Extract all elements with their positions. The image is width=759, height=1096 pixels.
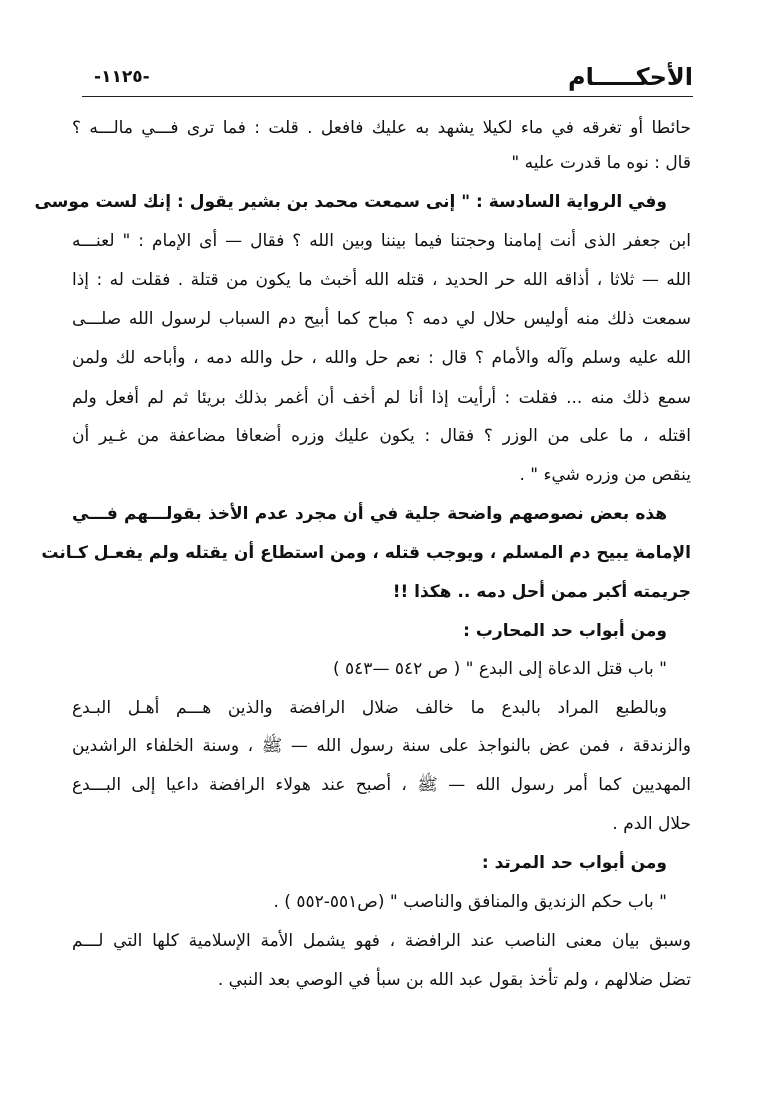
text-line: سمعت ذلك منه أوليس حلال لي دمه ؟ مباح كما أبيح دم السباب لرسول الله صلـــى <box>72 309 691 329</box>
text-line: وبالطبع المراد بالبدع ما خالف ضلال الرافضة والذين هـــم أهـل البـدع <box>72 698 667 718</box>
text-line: حلال الدم . <box>612 814 691 834</box>
text-line: ابن جعفر الذى أنت إمامنا وحجتنا فيما بيننا وبين الله ؟ فقال — أى الإمام : " لعنـــه <box>72 231 691 251</box>
text-line: والزندقة ، فمن عض بالنواجذ على سنة رسول الله — ﷺ ، وسنة الخلفاء الراشدين <box>72 736 691 756</box>
text-line: الله عليه وسلم وآله والأمام ؟ قال : نعم حل والله ، حل والله دمه ، وأباحه لك ولمن <box>72 348 691 368</box>
text-line: وسبق بيان معنى الناصب عند الرافضة ، فهو يشمل الأمة الإسلامية كلها التي لـــم <box>72 931 691 951</box>
section-heading: ومن أبواب حد المرتد : <box>481 853 667 873</box>
text-line: ينقص من وزره شيء " . <box>519 465 691 485</box>
text-line: حائطا أو تغرقه في ماء لكيلا يشهد به عليك فافعل . قلت : فما ترى فـــي مالـــه ؟ <box>72 118 691 138</box>
running-header <box>82 60 693 94</box>
text-line-emphasis: هذه بعض نصوصهم واضحة جلية في أن مجرد عدم الأخذ بقولـــهم فـــي <box>72 504 667 524</box>
page-number: -١١٢٥- <box>94 67 150 87</box>
text-line-emphasis: جريمته أكبر ممن أحل دمه .. هكذا !! <box>392 582 691 602</box>
text-line: الله — ثلاثا ، أذاقه الله حر الحديد ، قتله الله أخبث ما يكون من قتلة . فقلت له : إذا <box>72 270 691 290</box>
text-line: " باب حكم الزنديق والمنافق والناصب " (ص٥٥١-٥٥٢ ) . <box>273 892 667 912</box>
text-line: وفي الرواية السادسة : " إنى سمعت محمد بن بشير يقول : إنك لست موسى <box>34 192 667 212</box>
text-line: تضل ضلالهم ، ولم تأخذ بقول عبد الله بن سبأ في الوصي بعد النبي . <box>217 970 691 990</box>
section-heading: ومن أبواب حد المحارب : <box>463 621 667 641</box>
text-line: " باب قتل الدعاة إلى البدع " ( ص ٥٤٢ —٥٤٣ ) <box>333 659 667 679</box>
text-line: المهديين كما أمر رسول الله — ﷺ ، أصبح عند هولاء الرافضة داعيا إلى البـــدع <box>72 775 691 795</box>
text-line: قال : نوه ما قدرت عليه " <box>511 153 691 173</box>
text-line: اقتله ، ما على من الوزر ؟ فقال : يكون عليك وزره أضعافا مضاعفة من غـير أن <box>72 426 691 446</box>
text-line-emphasis: الإمامة يبيح دم المسلم ، ويوجب قتله ، ومن استطاع أن يقتله ولم يفعـل كـانت <box>41 543 691 563</box>
header-rule <box>82 96 693 97</box>
running-title: الأحكـــــام <box>568 63 693 91</box>
text-line: سمع ذلك منه ... فقلت : أرأيت إذا أنا لم أخف أن أغمر بذلك بريئا ثم لم أفعل ولم <box>72 388 691 408</box>
